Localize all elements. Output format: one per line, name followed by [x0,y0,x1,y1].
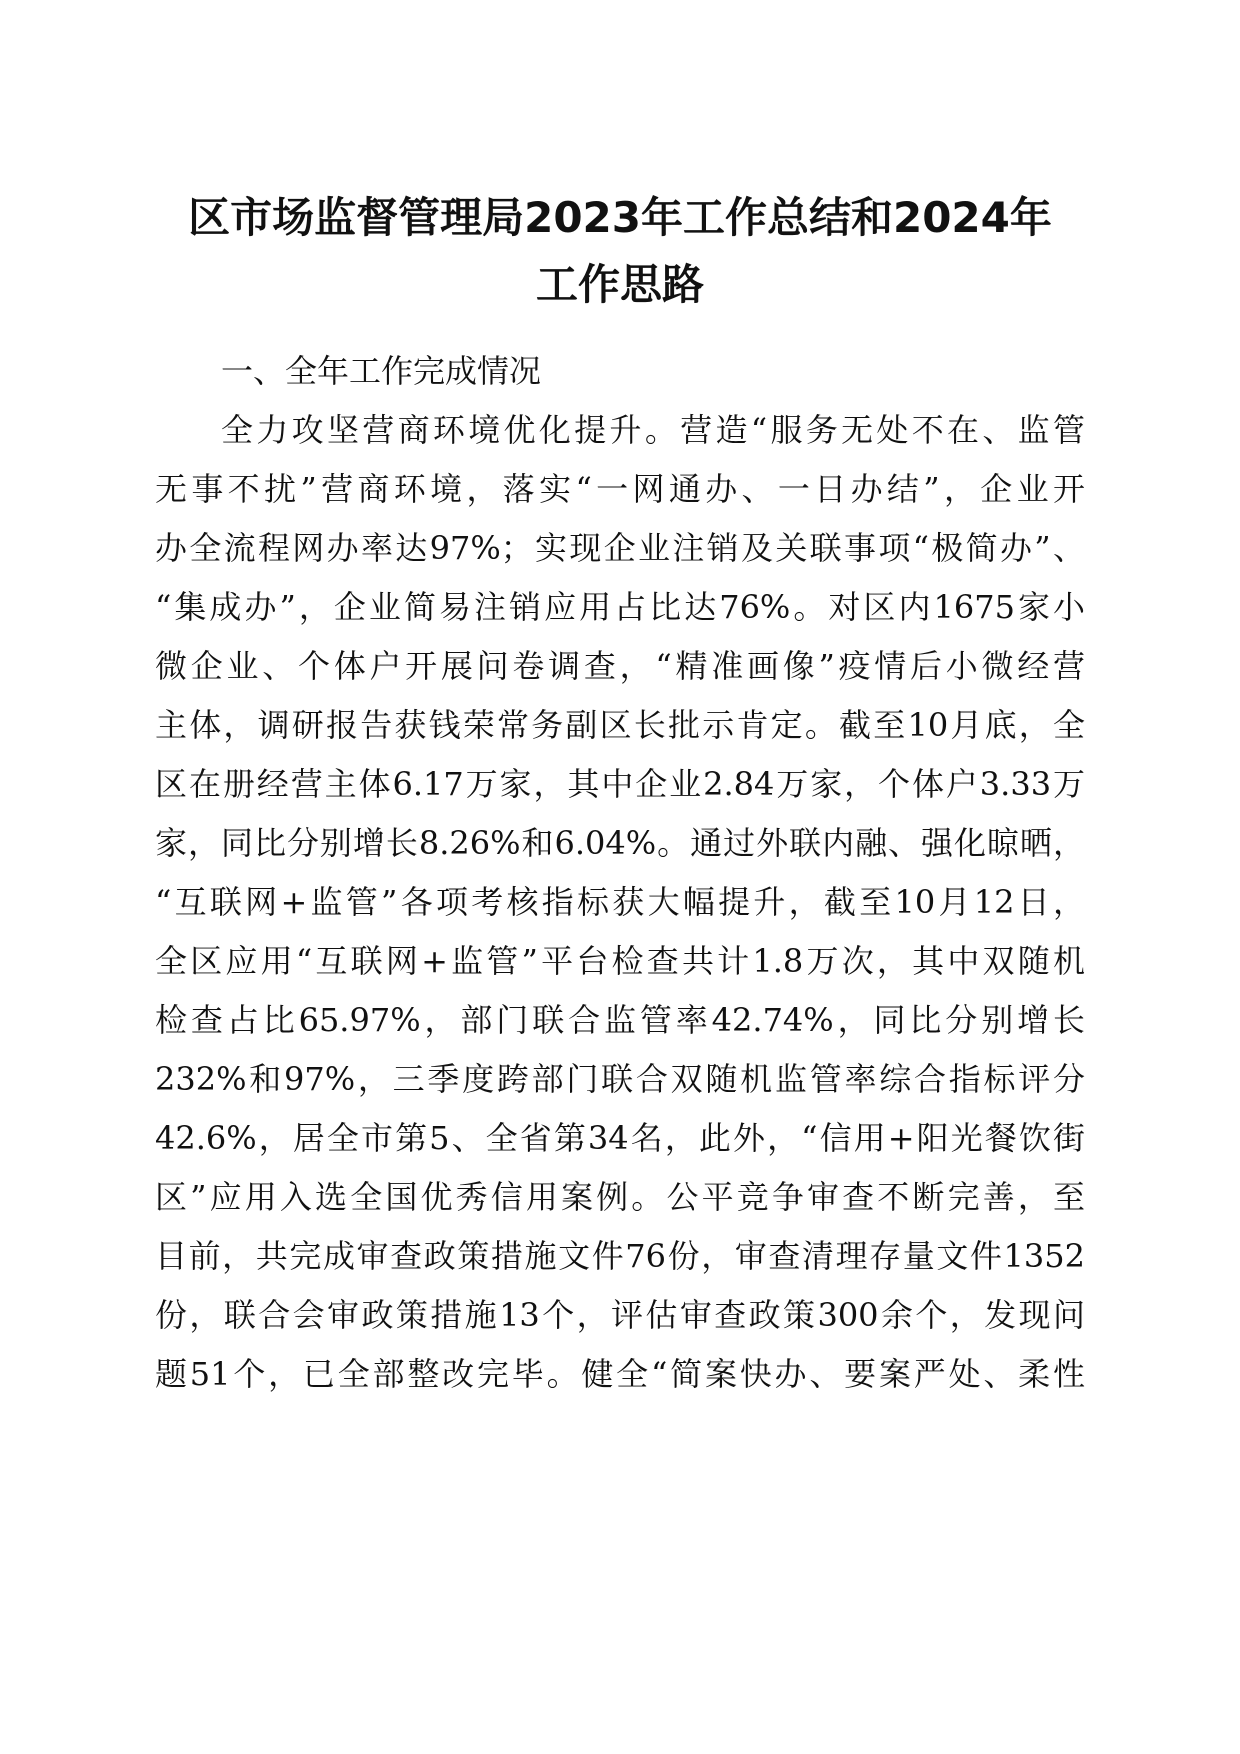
paragraph-line: 份，联合会审政策措施13个，评估审查政策300余个，发现问 [155,1296,1085,1334]
document-title-line-2: 工作思路 [535,260,704,309]
paragraph-line: 全力攻坚营商环境优化提升。营造“服务无处不在、监管 [221,411,1085,449]
paragraph-line: “集成办”，企业简易注销应用占比达76%。对区内1675家小 [155,588,1085,626]
paragraph-line: 家，同比分别增长8.26%和6.04%。通过外联内融、强化晾晒， [155,824,1085,862]
paragraph-line: 区在册经营主体6.17万家，其中企业2.84万家，个体户3.33万 [155,765,1085,803]
paragraph-line: 微企业、个体户开展问卷调查，“精准画像”疫情后小微经营 [155,647,1085,685]
section-heading: 一、全年工作完成情况 [221,352,542,390]
paragraph-line: 42.6%，居全市第5、全省第34名，此外，“信用+阳光餐饮街 [155,1119,1085,1157]
paragraph-line: 232%和97%，三季度跨部门联合双随机监管率综合指标评分 [155,1060,1085,1098]
paragraph-line: “互联网+监管”各项考核指标获大幅提升，截至10月12日， [155,883,1085,921]
paragraph-line: 目前，共完成审查政策措施文件76份，审查清理存量文件1352 [155,1237,1085,1275]
paragraph-line: 区”应用入选全国优秀信用案例。公平竞争审查不断完善，至 [155,1178,1085,1216]
document-title-line-1: 区市场监督管理局2023年工作总结和2024年 [188,193,1052,242]
paragraph-line: 无事不扰”营商环境，落实“一网通办、一日办结”，企业开 [155,470,1085,508]
paragraph-line: 全区应用“互联网+监管”平台检查共计1.8万次，其中双随机 [155,942,1085,980]
paragraph-line: 题51个，已全部整改完毕。健全“简案快办、要案严处、柔性 [155,1355,1085,1393]
paragraph-line: 办全流程网办率达97%；实现企业注销及关联事项“极简办”、 [155,529,1085,567]
paragraph-line: 检查占比65.97%，部门联合监管率42.74%，同比分别增长 [155,1001,1085,1039]
paragraph-line: 主体，调研报告获钱荣常务副区长批示肯定。截至10月底，全 [155,706,1085,744]
